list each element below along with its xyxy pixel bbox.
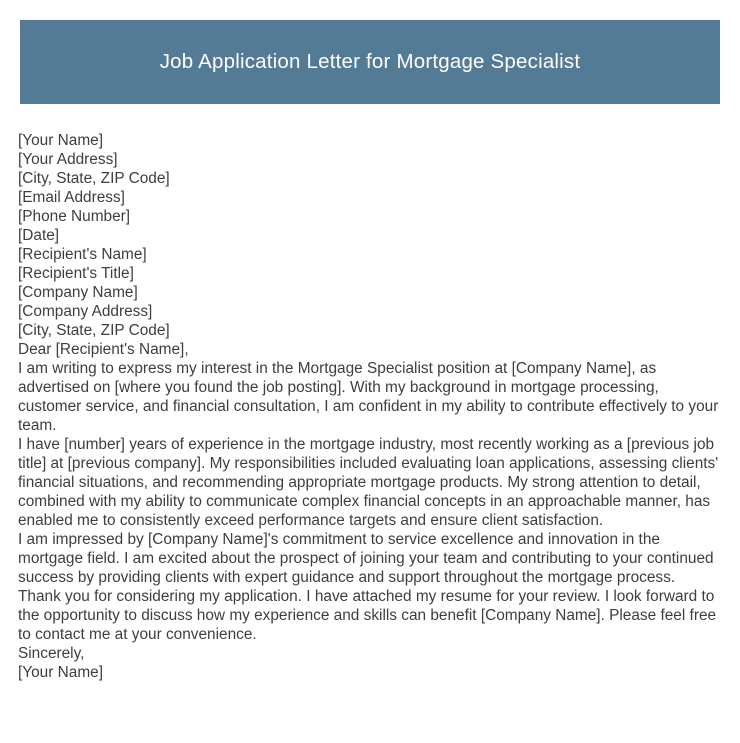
date-line: [Date] [18,227,60,244]
sender-phone-line: [Phone Number] [18,208,131,225]
sender-city-line: [City, State, ZIP Code] [18,170,170,187]
paragraph-introduction: I am writing to express my interest in the Mortgage Specialist position at [Company Name], as advertised on [where you found the job posting]. With my background in mortgage processing, customer service, and financial consultation, I am confident in my ability to contribute effectively to your team. [18,360,719,434]
salutation-line: Dear [Recipient's Name], [18,341,189,358]
closing-line: Sincerely, [18,645,85,662]
signature-line: [Your Name] [18,664,103,681]
page-title: Job Application Letter for Mortgage Specialist [159,50,581,73]
header-banner [20,20,720,104]
paragraph-experience: I have [number] years of experience in the mortgage industry, most recently working as a [previous job title] at [previous company]. My responsibilities included evaluating loan applications, assessing clients' financial situations, and recommending appropriate mortgage products. My strong attention to detail, combined with my ability to communicate complex financial concepts in an approachable manner, has enabled me to consistently exceed performance targets and ensure client satisfaction. [18,436,719,529]
company-city-line: [City, State, ZIP Code] [18,322,170,339]
paragraph-thank-you: Thank you for considering my application. I have attached my resume for your review. I look forward to the opportunity to discuss how my experience and skills can benefit [Company Name]. Please feel free to contact me at your convenience. [18,588,717,643]
recipient-name-line: [Recipient's Name] [18,246,147,263]
paragraph-company-interest: I am impressed by [Company Name]'s commitment to service excellence and innovation in the mortgage field. I am excited about the prospect of joining your team and contributing to your continued success by providing clients with expert guidance and support throughout the mortgage process. [18,531,714,586]
recipient-title-line: [Recipient's Title] [18,265,134,282]
sender-address-line: [Your Address] [18,151,118,168]
sender-email-line: [Email Address] [18,189,125,206]
company-address-line: [Company Address] [18,303,153,320]
company-name-line: [Company Name] [18,284,138,301]
sender-name-line: [Your Name] [18,132,103,149]
letter-content [18,131,724,682]
